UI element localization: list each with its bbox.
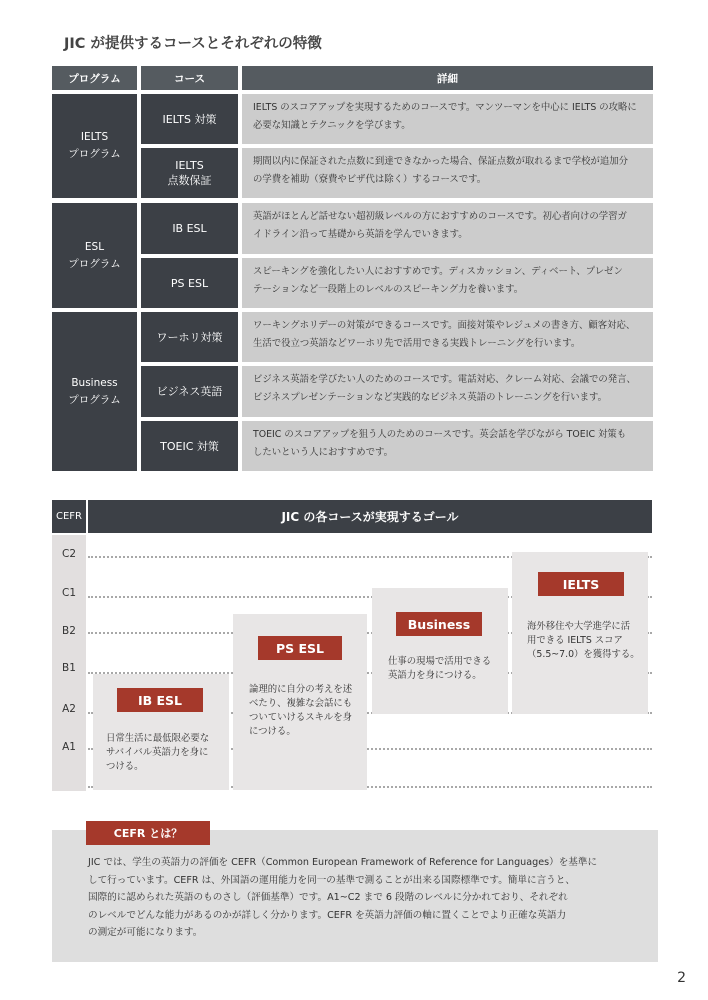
course-toeic [141,421,238,471]
program-name-line: IELTS [80,131,109,143]
course-working-holiday [141,312,238,362]
goal-card-business [372,588,508,714]
level-label: C2 [61,548,76,560]
program-name-line: プログラム [68,148,121,160]
program-name-line: プログラム [68,393,121,406]
course-name: ワーホリ対策 [156,330,223,344]
course-ielts-prep [141,94,238,144]
program-name-line: ESL [84,240,105,253]
level-label: B2 [62,625,76,637]
about-line: の測定が可能になります。 [88,927,203,938]
program-name-line: Business [71,376,118,389]
goal-text [249,683,352,739]
course-name: IB ESL [172,222,207,235]
detail-line: TOEIC のスコアアップを狙う人のためのコースです。英会話を学びながら TOEIC 対策も [253,429,627,440]
program-name-line: プログラム [68,257,121,270]
goal-text-line: べたり、複雑な会話にも [249,698,353,709]
level-label: A1 [62,741,76,753]
course-detail [242,203,653,254]
about-cefr-text [88,854,597,942]
goal-text-line: つける。 [106,761,144,772]
detail-line: の学費を補助（寮費やビザ代は除く）するコースです。 [253,173,487,185]
course-name: PS ESL [170,276,209,290]
course-detail [242,312,653,362]
detail-line: スピーキングを強化したい人におすすめです。ディスカッション、ディベート、プレゼン [253,266,623,277]
goal-text [106,732,209,774]
header-detail: 詳細 [242,66,653,90]
level-label: A2 [62,703,76,715]
detail-line: IELTS のスコアアップを実現するためのコースです。マンツーマンを中心に IELTS の攻略に [253,102,637,113]
about-line: JIC では、学生の英語力の評価を CEFR（Common European Framework of Reference for Languages）を基準に [88,857,598,868]
goal-text-line: 海外移住や大学進学に活 [527,621,631,632]
detail-line: 生活で役立つ英語などワーホリ先で活用できる実践トレーニングを行います。 [253,337,581,349]
course-detail [242,421,653,471]
course-name: IELTS [175,159,204,172]
detail-line: ビジネス英語を学びたい人のためのコースです。電話対応、クレーム対応、会議での発言、 [253,374,636,385]
goal-badge: PS ESL [258,636,342,660]
program-esl [52,203,137,308]
goal-badge: IB ESL [117,688,203,712]
course-ib-esl [141,203,238,254]
detail-line: したいという人におすすめです。 [253,446,393,458]
goal-badge: Business [396,612,482,636]
course-name: TOEIC 対策 [160,439,219,453]
goal-text-line: （5.5~7.0）を獲得する。 [527,649,640,660]
goal-text-line: 用できる IELTS スコア [527,635,623,646]
detail-line: ワーキングホリデーの対策ができるコースです。面接対策やレジュメの書き方、顧客対応、 [253,320,636,331]
course-detail [242,94,653,144]
goal-text-line: 仕事の現場で活用できる [388,656,492,667]
detail-line: 期間以内に保証された点数に到達できなかった場合、保証点数が取れるまで学校が追加分 [253,156,629,167]
about-line: して行っています。CEFR は、外国語の運用能力を同一の基準で測ることが出来る国際標準です。簡単に言うと、 [88,874,575,886]
about-line: 国際的に認められた英語のものさし（評価基準）です。A1~C2 まで 6 段階のレベルに分かれており、それぞれ [88,892,568,903]
course-name: ビジネス英語 [156,385,223,398]
header-course: コース [141,66,238,90]
goal-text-line: サバイバル英語力を身に [106,747,209,758]
detail-line: 英語がほとんど話せない超初級レベルの方におすすめのコースです。初心者向けの学習ガ [253,211,627,222]
course-name: IELTS 対策 [162,112,217,126]
goal-text-line: 論理的に自分の考えを述 [249,684,353,695]
level-label: C1 [61,587,76,599]
detail-line: ビジネスプレゼンテーションなど実践的なビジネス英語のトレーニングを行います。 [253,391,607,403]
program-business [52,312,137,471]
detail-line: テーションなど一段階上のレベルのスピーキング力を養います。 [253,283,524,295]
header-program: プログラム [52,66,137,90]
detail-line: 必要な知識とテクニックを学びます。 [253,119,411,131]
cefr-axis-label: CEFR [52,500,86,533]
about-cefr-badge: CEFR とは？ [86,821,210,845]
course-detail [242,366,653,417]
goal-text-line: 日常生活に最低限必要な [106,733,210,744]
page-title: JIC が提供するコースとそれぞれの特徴 [64,36,322,52]
course-ps-esl [141,258,238,308]
goal-text-line: ついていけるスキルを身 [249,712,353,723]
detail-line: イドライン沿って基礎から英語を学んでいきます。 [253,228,468,240]
course-ielts-guarantee [141,148,238,198]
goal-text [388,655,491,683]
program-ielts [52,94,137,198]
goal-text-line: につける。 [249,726,296,737]
level-label: B1 [62,662,76,674]
course-detail [242,258,653,308]
page-number: 2 [677,970,686,986]
goal-title: JIC の各コースが実現するゴール [88,500,652,533]
goal-text [527,620,640,662]
goal-badge: IELTS [538,572,624,596]
goal-text-line: 英語力を身につける。 [388,670,482,681]
course-detail [242,148,653,198]
about-line: のレベルでどんな能力があるのかが詳しく分かります。CEFR を英語力評価の軸に置くことでより正確な英語力 [88,909,567,921]
course-name: 点数保証 [167,174,212,187]
course-business-english [141,366,238,417]
